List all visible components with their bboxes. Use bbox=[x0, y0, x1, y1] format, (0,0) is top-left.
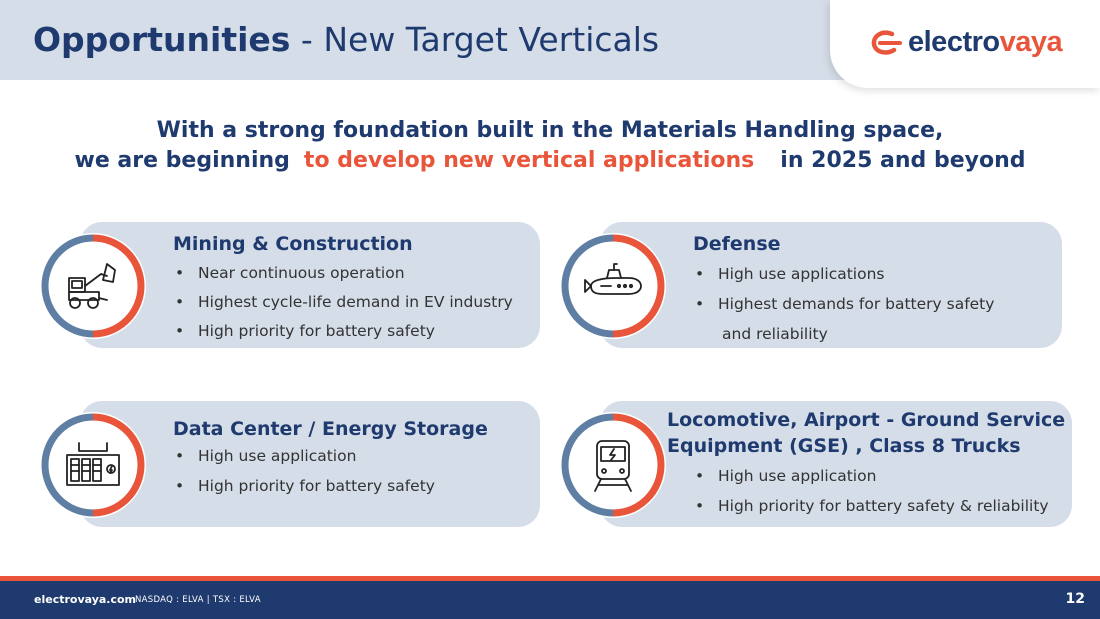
battery-rack-icon bbox=[63, 435, 123, 495]
bullet-item: • Highest cycle-life demand in EV industry bbox=[173, 288, 513, 317]
company-logo bbox=[870, 26, 1062, 59]
footer-bar bbox=[0, 581, 1100, 619]
bullet-item: • Near continuous operation bbox=[173, 259, 513, 288]
intro-line-2-end: in 2025 and beyond bbox=[780, 148, 1026, 173]
ring-locomotive bbox=[560, 412, 666, 518]
card-title-mining: Mining & Construction bbox=[173, 233, 413, 255]
logo-wordmark bbox=[908, 26, 1062, 59]
bullets-data-center bbox=[173, 441, 435, 501]
page-title-subtitle: - New Target Verticals bbox=[290, 20, 660, 59]
bullets-locomotive bbox=[693, 461, 1049, 521]
bullet-item: • High use applications bbox=[693, 259, 994, 289]
page-title-bold: Opportunities bbox=[33, 20, 291, 59]
bullets-defense bbox=[693, 259, 994, 349]
ring-data-center bbox=[40, 412, 146, 518]
logo-text-electro: electro bbox=[908, 26, 1000, 58]
bullet-item: • High priority for battery safety bbox=[173, 317, 513, 346]
page-title bbox=[33, 20, 659, 60]
intro-line-1: With a strong foundation built in the Materials Handling space, bbox=[156, 118, 944, 143]
intro-highlight: to develop new vertical applications bbox=[303, 148, 755, 173]
bullet-item: • High use application bbox=[693, 461, 1049, 491]
page-number: 12 bbox=[1065, 591, 1085, 607]
intro-line-2 bbox=[0, 148, 1100, 173]
intro-line-2-start: we are beginning bbox=[74, 148, 290, 173]
logo-text-vaya: vaya bbox=[999, 26, 1063, 58]
bullet-item: • High use application bbox=[173, 441, 435, 471]
footer-tickers: NASDAQ : ELVA | TSX : ELVA bbox=[135, 595, 261, 605]
ring-defense bbox=[560, 233, 666, 339]
logo-panel bbox=[830, 0, 1100, 88]
submarine-icon bbox=[583, 256, 643, 316]
card-title-locomotive-1: Locomotive, Airport - Ground Service bbox=[667, 409, 1066, 431]
bullet-item: • High priority for battery safety bbox=[173, 471, 435, 501]
bullet-continuation: and reliability bbox=[722, 325, 828, 343]
electric-train-icon bbox=[583, 435, 643, 495]
card-title-data-center: Data Center / Energy Storage bbox=[173, 418, 488, 440]
bulldozer-icon bbox=[63, 256, 123, 316]
logo-swoosh-icon bbox=[870, 28, 908, 58]
bullets-mining bbox=[173, 259, 513, 346]
bullet-item: • High priority for battery safety & reliability bbox=[693, 491, 1049, 521]
footer-website: electrovaya.com bbox=[34, 593, 137, 606]
bullet-item: • Highest demands for battery safety bbox=[693, 289, 994, 319]
ring-mining-construction bbox=[40, 233, 146, 339]
card-title-locomotive-2: Equipment (GSE) , Class 8 Trucks bbox=[667, 435, 1021, 457]
card-title-defense: Defense bbox=[693, 233, 781, 255]
